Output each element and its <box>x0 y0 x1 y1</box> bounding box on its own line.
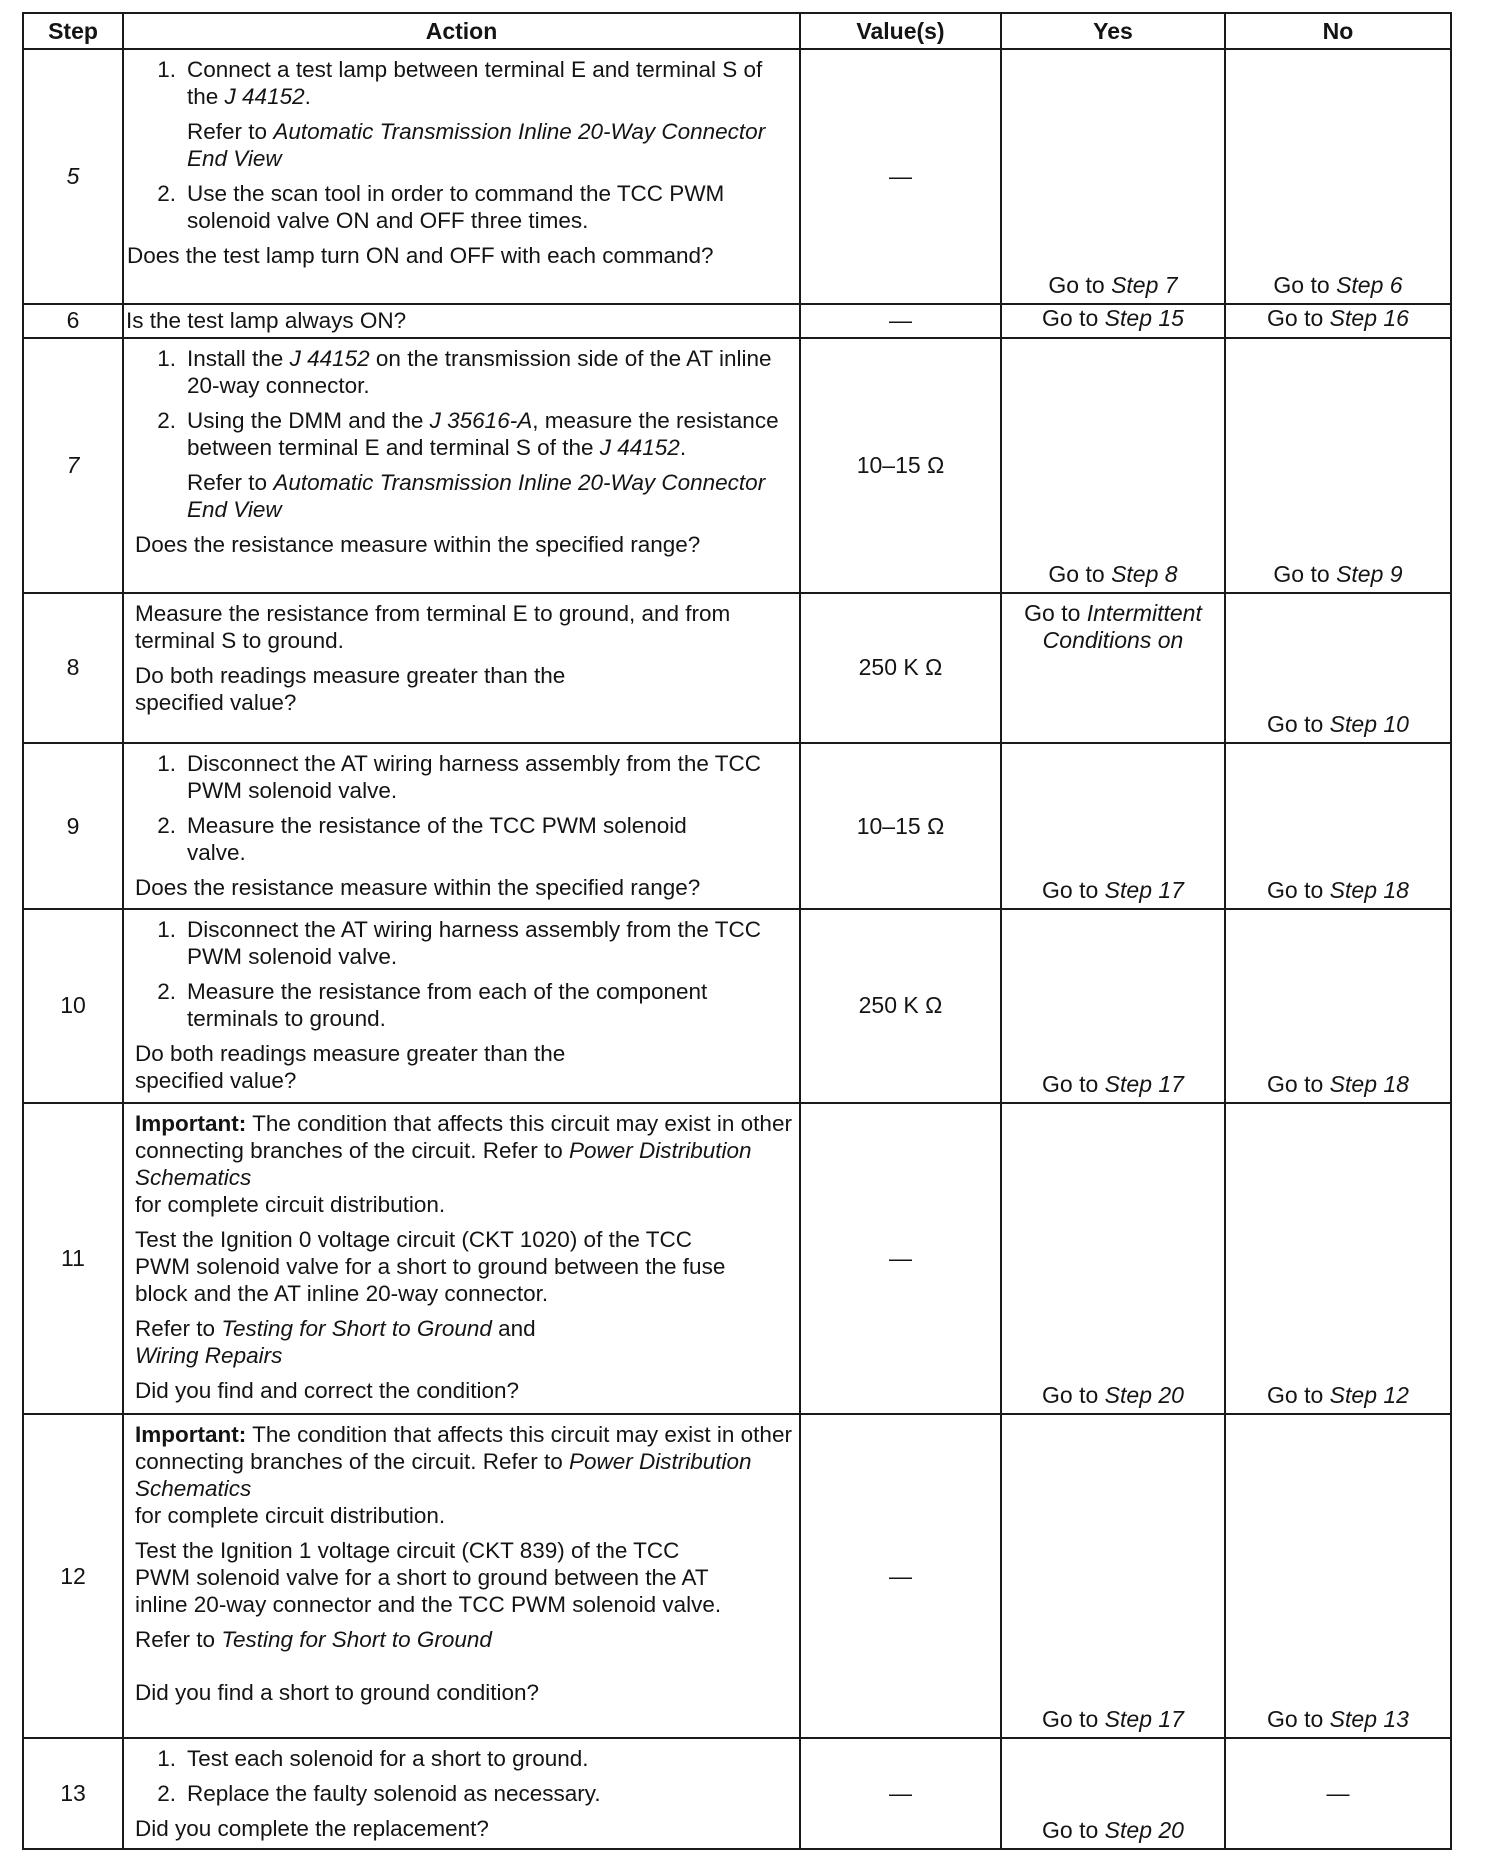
table-row <box>23 593 1451 744</box>
step-number: 10 <box>23 909 123 1102</box>
table-row <box>23 304 1451 339</box>
refer-label: Refer to <box>187 119 268 144</box>
step-number: 8 <box>23 593 123 744</box>
no-cell <box>1225 338 1451 593</box>
action-text: Using the DMM and the <box>187 408 424 434</box>
doc-reference: Testing for Short to Ground <box>221 1315 492 1341</box>
goto-label: Go to <box>1042 1382 1099 1409</box>
table-row <box>23 49 1451 304</box>
list-item <box>135 345 793 399</box>
step-link[interactable]: Step 10 <box>1329 711 1409 738</box>
goto-label: Go to <box>1042 1070 1099 1097</box>
doc-reference: Power Distribution Schematics <box>135 1137 752 1190</box>
diagnostic-table <box>22 12 1452 1850</box>
list-number: 2. <box>157 181 176 206</box>
value-cell: — <box>800 1414 1001 1738</box>
question-text: Do both readings measure greater than the specified value? <box>135 1041 566 1094</box>
no-cell <box>1225 49 1451 304</box>
list-number: 2. <box>157 813 176 839</box>
step-number: 6 <box>23 304 123 339</box>
yes-cell <box>1001 743 1225 909</box>
header-step: Step <box>23 13 123 49</box>
action-text: Disconnect the AT wiring harness assembly from the TCC PWM solenoid valve. <box>187 751 761 804</box>
action-text: Test the Ignition 0 voltage circuit (CKT 1020) of the TCC PWM solenoid valve for a short to ground between the fuse block and the AT inline 20-way connector. <box>135 1226 726 1306</box>
no-cell <box>1225 909 1451 1102</box>
refer-label: Refer to <box>135 1315 216 1341</box>
question-text: Did you find and correct the condition? <box>135 1377 519 1403</box>
question-text: Did you complete the replacement? <box>135 1815 489 1841</box>
value-cell: — <box>800 1103 1001 1415</box>
step-link[interactable]: Step 17 <box>1104 1070 1184 1097</box>
goto-label: Go to <box>1024 599 1081 626</box>
goto-label: Go to <box>1267 1070 1324 1097</box>
table-row <box>23 1103 1451 1415</box>
list-number: 1. <box>157 751 176 777</box>
yes-cell <box>1001 304 1225 339</box>
step-link[interactable]: Step 18 <box>1329 1070 1409 1097</box>
table-row <box>23 338 1451 593</box>
value-cell: — <box>800 49 1001 304</box>
tool-reference: J 44152 <box>224 84 305 109</box>
action-text: Connect a test lamp between terminal E and terminal S of the <box>187 57 763 109</box>
refer-label: Refer to <box>187 470 268 496</box>
goto-label: Go to <box>1273 271 1330 298</box>
list-number: 1. <box>157 1745 176 1771</box>
goto-label: Go to <box>1042 1817 1099 1843</box>
step-link[interactable]: Step 9 <box>1336 560 1403 587</box>
action-text: Measure the resistance from each of the component terminals to ground. <box>187 979 708 1032</box>
action-text: Disconnect the AT wiring harness assembly from the TCC PWM solenoid valve. <box>187 917 761 970</box>
step-number: 11 <box>23 1103 123 1415</box>
value-cell: — <box>800 304 1001 339</box>
important-text: for complete circuit distribution. <box>135 1191 446 1217</box>
action-cell <box>123 743 800 909</box>
action-cell <box>123 1103 800 1415</box>
goto-label: Go to <box>1042 305 1099 332</box>
tool-reference: J 35616-A <box>429 408 533 434</box>
list-item <box>135 1780 793 1807</box>
reference-note <box>135 1315 793 1369</box>
important-text: The condition that affects this circuit may exist in other connecting branches of the circuit. Refer to <box>135 1422 792 1475</box>
yes-cell <box>1001 1103 1225 1415</box>
action-cell <box>123 338 800 593</box>
goto-label: Go to <box>1267 711 1324 738</box>
tool-reference: J 44152 <box>599 435 680 461</box>
tool-reference: J 44152 <box>289 346 370 372</box>
punctuation: . <box>304 84 311 109</box>
step-link[interactable]: Intermittent Conditions on <box>1042 599 1202 653</box>
action-cell <box>123 593 800 744</box>
important-label: Important: <box>135 1110 247 1136</box>
list-item <box>135 180 793 234</box>
step-number: 12 <box>23 1414 123 1738</box>
list-number: 2. <box>157 408 176 434</box>
question-text: Do both readings measure greater than the specified value? <box>135 662 566 715</box>
step-link[interactable]: Step 12 <box>1329 1382 1409 1409</box>
no-cell <box>1225 593 1451 744</box>
value-cell: 10–15 Ω <box>800 338 1001 593</box>
table-row <box>23 909 1451 1102</box>
list-item <box>135 56 793 110</box>
conjunction: and <box>498 1315 536 1341</box>
yes-cell <box>1001 1738 1225 1849</box>
action-cell <box>123 1738 800 1849</box>
goto-label: Go to <box>1048 271 1105 298</box>
punctuation: . <box>679 435 687 461</box>
action-text: Install the <box>187 346 284 372</box>
list-number: 2. <box>157 1780 176 1806</box>
header-values: Value(s) <box>800 13 1001 49</box>
value-cell: 10–15 Ω <box>800 743 1001 909</box>
step-link[interactable]: Step 6 <box>1336 271 1403 298</box>
action-cell <box>123 49 800 304</box>
yes-cell <box>1001 593 1225 744</box>
step-link[interactable]: Step 18 <box>1329 877 1409 904</box>
important-note <box>135 1110 793 1218</box>
step-link[interactable]: Step 20 <box>1104 1382 1184 1409</box>
doc-reference: Power Distribution Schematics <box>135 1449 752 1502</box>
action-cell <box>123 1414 800 1738</box>
doc-reference: Automatic Transmission Inline 20-Way Connector End View <box>187 470 766 523</box>
step-link[interactable]: Step 15 <box>1104 305 1184 332</box>
header-no: No <box>1225 13 1451 49</box>
important-note <box>135 1421 793 1529</box>
step-link[interactable]: Step 7 <box>1111 271 1178 298</box>
goto-label: Go to <box>1267 305 1324 332</box>
action-text: Use the scan tool in order to command the TCC PWM solenoid valve ON and OFF three times. <box>187 181 725 233</box>
step-link[interactable]: Step 13 <box>1329 1705 1409 1732</box>
reference-note <box>135 118 793 172</box>
goto-label: Go to <box>1273 560 1330 587</box>
step-number: 5 <box>23 49 123 304</box>
action-text: Measure the resistance of the TCC PWM solenoid valve. <box>187 813 687 866</box>
no-cell <box>1225 1414 1451 1738</box>
no-cell <box>1225 1103 1451 1415</box>
action-text: Measure the resistance from terminal E to ground, and from terminal S to ground. <box>135 600 731 653</box>
value-cell: 250 K Ω <box>800 909 1001 1102</box>
doc-reference: Automatic Transmission Inline 20-Way Connector End View <box>187 119 766 171</box>
goto-label: Go to <box>1042 877 1099 904</box>
yes-cell <box>1001 909 1225 1102</box>
table-row <box>23 1738 1451 1849</box>
action-text: Test each solenoid for a short to ground. <box>187 1745 589 1771</box>
action-cell <box>123 909 800 1102</box>
no-cell: — <box>1225 1738 1451 1849</box>
question-text: Does the resistance measure within the specified range? <box>135 875 701 901</box>
action-text: , measure the resistance between terminal E and terminal S of the <box>187 408 779 461</box>
list-number: 1. <box>157 346 176 372</box>
list-number: 1. <box>157 917 176 943</box>
goto-label: Go to <box>1048 560 1105 587</box>
yes-cell <box>1001 1414 1225 1738</box>
header-row <box>23 13 1451 49</box>
action-text: Replace the faulty solenoid as necessary. <box>187 1780 601 1806</box>
step-link[interactable]: Step 17 <box>1104 877 1184 904</box>
yes-cell <box>1001 338 1225 593</box>
step-number: 9 <box>23 743 123 909</box>
step-number: 7 <box>23 338 123 593</box>
question-text: Does the resistance measure within the specified range? <box>135 532 701 558</box>
list-number: 2. <box>157 979 176 1005</box>
table-row <box>23 1414 1451 1738</box>
refer-label: Refer to <box>135 1627 216 1653</box>
step-link[interactable]: Step 8 <box>1111 560 1178 587</box>
doc-reference: Wiring Repairs <box>135 1342 283 1368</box>
reference-note <box>135 1626 793 1653</box>
step-link[interactable]: Step 20 <box>1104 1817 1184 1843</box>
important-label: Important: <box>135 1422 247 1448</box>
no-cell <box>1225 743 1451 909</box>
question-text: Is the test lamp always ON? <box>123 304 800 339</box>
no-cell <box>1225 304 1451 339</box>
goto-label: Go to <box>1042 1705 1099 1732</box>
action-text: on the transmission side of the AT inline 20-way connector. <box>187 346 772 399</box>
important-text: for complete circuit distribution. <box>135 1503 446 1529</box>
reference-note <box>135 469 793 523</box>
table-row <box>23 743 1451 909</box>
step-link[interactable]: Step 16 <box>1329 305 1409 332</box>
list-item <box>135 407 793 461</box>
list-item <box>135 1745 793 1772</box>
step-link[interactable]: Step 17 <box>1104 1705 1184 1732</box>
header-action: Action <box>123 13 800 49</box>
list-item <box>135 916 793 970</box>
important-text: The condition that affects this circuit may exist in other connecting branches of the circuit. Refer to <box>135 1110 792 1163</box>
question-text: Did you find a short to ground condition? <box>135 1680 540 1706</box>
goto-label: Go to <box>1267 1382 1324 1409</box>
goto-label: Go to <box>1267 877 1324 904</box>
list-item <box>135 750 793 804</box>
value-cell: — <box>800 1738 1001 1849</box>
doc-reference: Testing for Short to Ground <box>221 1627 492 1653</box>
value-cell: 250 K Ω <box>800 593 1001 744</box>
question-text: Does the test lamp turn ON and OFF with each command? <box>127 243 714 268</box>
goto-label: Go to <box>1267 1705 1324 1732</box>
list-item <box>135 978 793 1032</box>
header-yes: Yes <box>1001 13 1225 49</box>
list-item <box>135 812 793 866</box>
action-text: Test the Ignition 1 voltage circuit (CKT 839) of the TCC PWM solenoid valve for a short to ground between the AT inline 20-way connector and the TCC PWM solenoid valve. <box>135 1538 722 1618</box>
yes-cell <box>1001 49 1225 304</box>
step-number: 13 <box>23 1738 123 1849</box>
list-number: 1. <box>157 57 176 82</box>
